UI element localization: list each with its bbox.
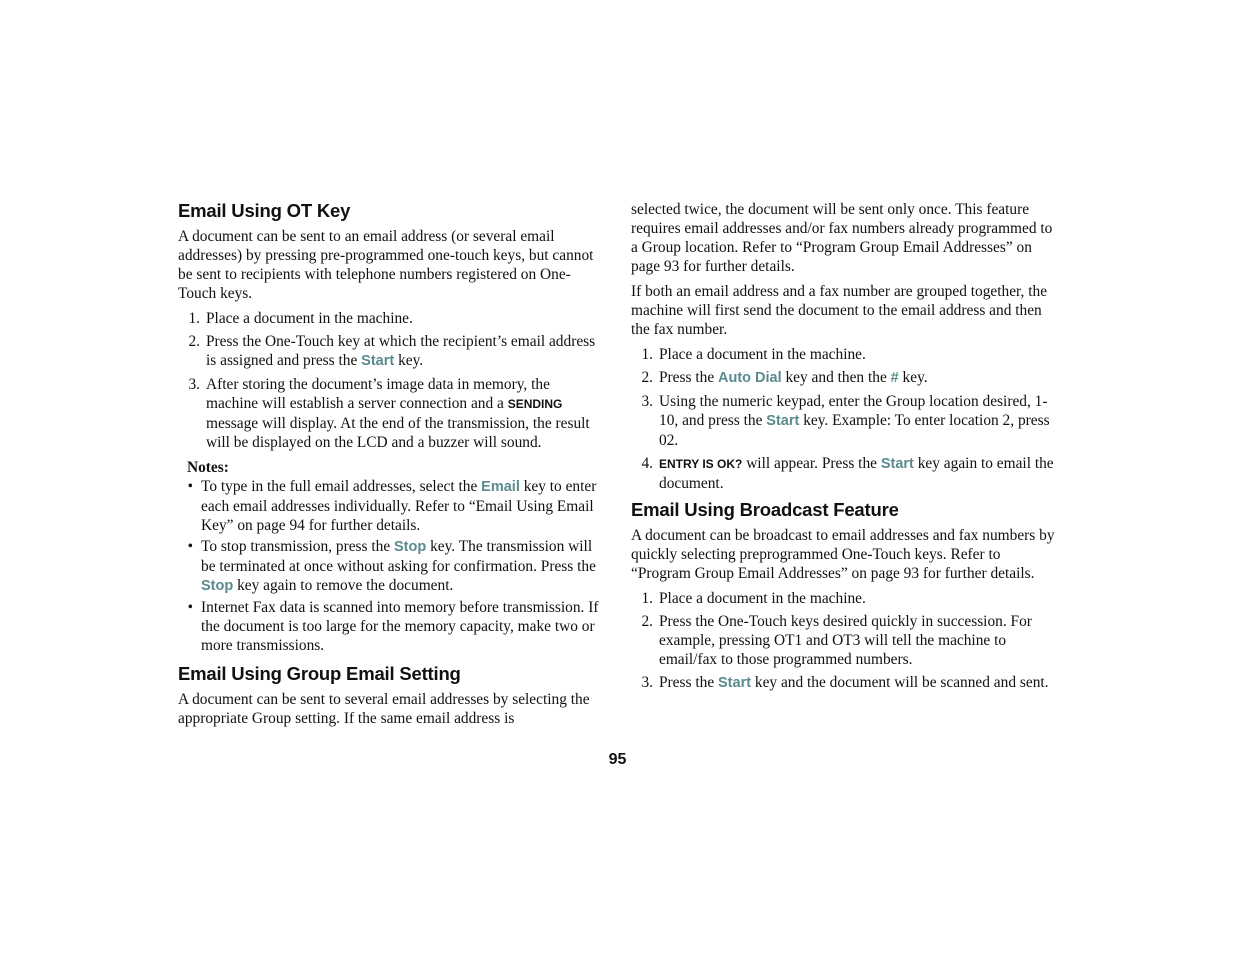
- step-text: Using the numeric keypad, enter the Group location desired, 1-10, and press the Start key. Example: To enter location 2, press 02.: [659, 393, 1050, 449]
- step-text: Press the One-Touch keys desired quickly in succession. For example, pressing OT1 and OT3 will tell the machine to email/fax to those programmed numbers.: [659, 613, 1032, 668]
- step-number: 2.: [188, 333, 200, 350]
- lcd-message: SENDING: [507, 397, 563, 411]
- section-heading-ot-key: Email Using OT Key: [178, 200, 351, 221]
- group-email-steps: [631, 345, 1059, 493]
- step-text: After storing the document’s image data in memory, the machine will establish a server connection and a SENDING message will display. At the end of the transmission, the result will be displayed on the LCD and a buzzer will sound.: [206, 376, 590, 451]
- lcd-message: ENTRY IS OK?: [659, 457, 743, 471]
- list-item: [178, 332, 604, 371]
- list-item: [631, 673, 1059, 693]
- section-heading-broadcast: Email Using Broadcast Feature: [631, 499, 899, 520]
- start-key-label: Start: [880, 456, 914, 472]
- group-email-intro: A document can be sent to several email addresses by selecting the appropriate Group setting. If the same email address is: [178, 691, 590, 727]
- email-key-label: Email: [481, 479, 520, 495]
- broadcast-steps: [631, 589, 1059, 693]
- step-number: 3.: [188, 376, 200, 393]
- step-text: Place a document in the machine.: [659, 590, 866, 607]
- hash-key-label: #: [890, 370, 899, 386]
- group-email-continued: selected twice, the document will be sent only once. This feature requires email addresses and/or fax numbers already programmed to a Group location. Refer to “Program Group Email Addresses” on page 93 for further details.: [631, 201, 1053, 275]
- bullet-icon: •: [187, 599, 193, 616]
- step-text: Place a document in the machine.: [659, 346, 866, 363]
- step-text: Press the Start key and the document will be scanned and sent.: [659, 674, 1049, 691]
- stop-key-label: Stop: [394, 539, 427, 555]
- step-number: 3.: [641, 393, 653, 410]
- left-column: [178, 200, 604, 734]
- step-text: ENTRY IS OK? will appear. Press the Start key again to email the document.: [659, 455, 1054, 492]
- list-item: [631, 368, 1059, 388]
- bullet-icon: •: [187, 538, 193, 555]
- notes-title: Notes:: [187, 459, 229, 476]
- right-column: [631, 200, 1059, 699]
- step-number: 3.: [641, 674, 653, 691]
- note-text: To stop transmission, press the Stop key. The transmission will be terminated at once without asking for confirmation. Press the Stop key again to remove the document.: [201, 538, 596, 594]
- step-number: 2.: [641, 369, 653, 386]
- list-item: [631, 345, 1059, 364]
- note-text: To type in the full email addresses, select the Email key to enter each email addresses individually. Refer to “Email Using Email Key” on page 94 for further details.: [201, 478, 597, 534]
- step-number: 1.: [188, 310, 200, 327]
- notes-list: [178, 477, 604, 655]
- list-item: [178, 375, 604, 452]
- step-text: Press the One-Touch key at which the recipient’s email address is assigned and press the Start key.: [206, 333, 596, 369]
- step-text: Place a document in the machine.: [206, 310, 413, 327]
- list-item: [631, 589, 1059, 608]
- start-key-label: Start: [361, 353, 395, 369]
- start-key-label: Start: [718, 675, 752, 691]
- step-number: 4.: [641, 455, 653, 472]
- note-text: Internet Fax data is scanned into memory before transmission. If the document is too large for the memory capacity, make two or more transmissions.: [201, 599, 599, 654]
- step-text: Press the Auto Dial key and then the # key.: [659, 369, 928, 386]
- list-item: [631, 392, 1059, 450]
- list-item: [178, 477, 604, 535]
- stop-key-label: Stop: [201, 578, 234, 594]
- step-number: 1.: [641, 590, 653, 607]
- bullet-icon: •: [187, 478, 193, 495]
- list-item: [178, 309, 604, 328]
- list-item: [631, 454, 1059, 493]
- broadcast-intro: A document can be broadcast to email addresses and fax numbers by quickly selecting preprogrammed One-Touch keys. Refer to “Program Group Email Addresses” on page 93 for further details.: [631, 527, 1055, 582]
- ot-key-steps: [178, 309, 604, 452]
- list-item: [631, 612, 1059, 669]
- step-number: 2.: [641, 613, 653, 630]
- section-heading-group-email: Email Using Group Email Setting: [178, 663, 461, 684]
- start-key-label: Start: [766, 413, 800, 429]
- group-email-note: If both an email address and a fax number are grouped together, the machine will first send the document to the email address and then the fax number.: [631, 283, 1048, 338]
- list-item: [178, 537, 604, 596]
- page-number: 95: [608, 751, 627, 768]
- auto-dial-key-label: Auto Dial: [718, 370, 782, 386]
- ot-key-intro: A document can be sent to an email address (or several email addresses) by pressing pre-programmed one-touch keys, but cannot be sent to recipients with telephone numbers registered on One-Touch keys.: [178, 228, 594, 302]
- list-item: [178, 598, 604, 655]
- step-number: 1.: [641, 346, 653, 363]
